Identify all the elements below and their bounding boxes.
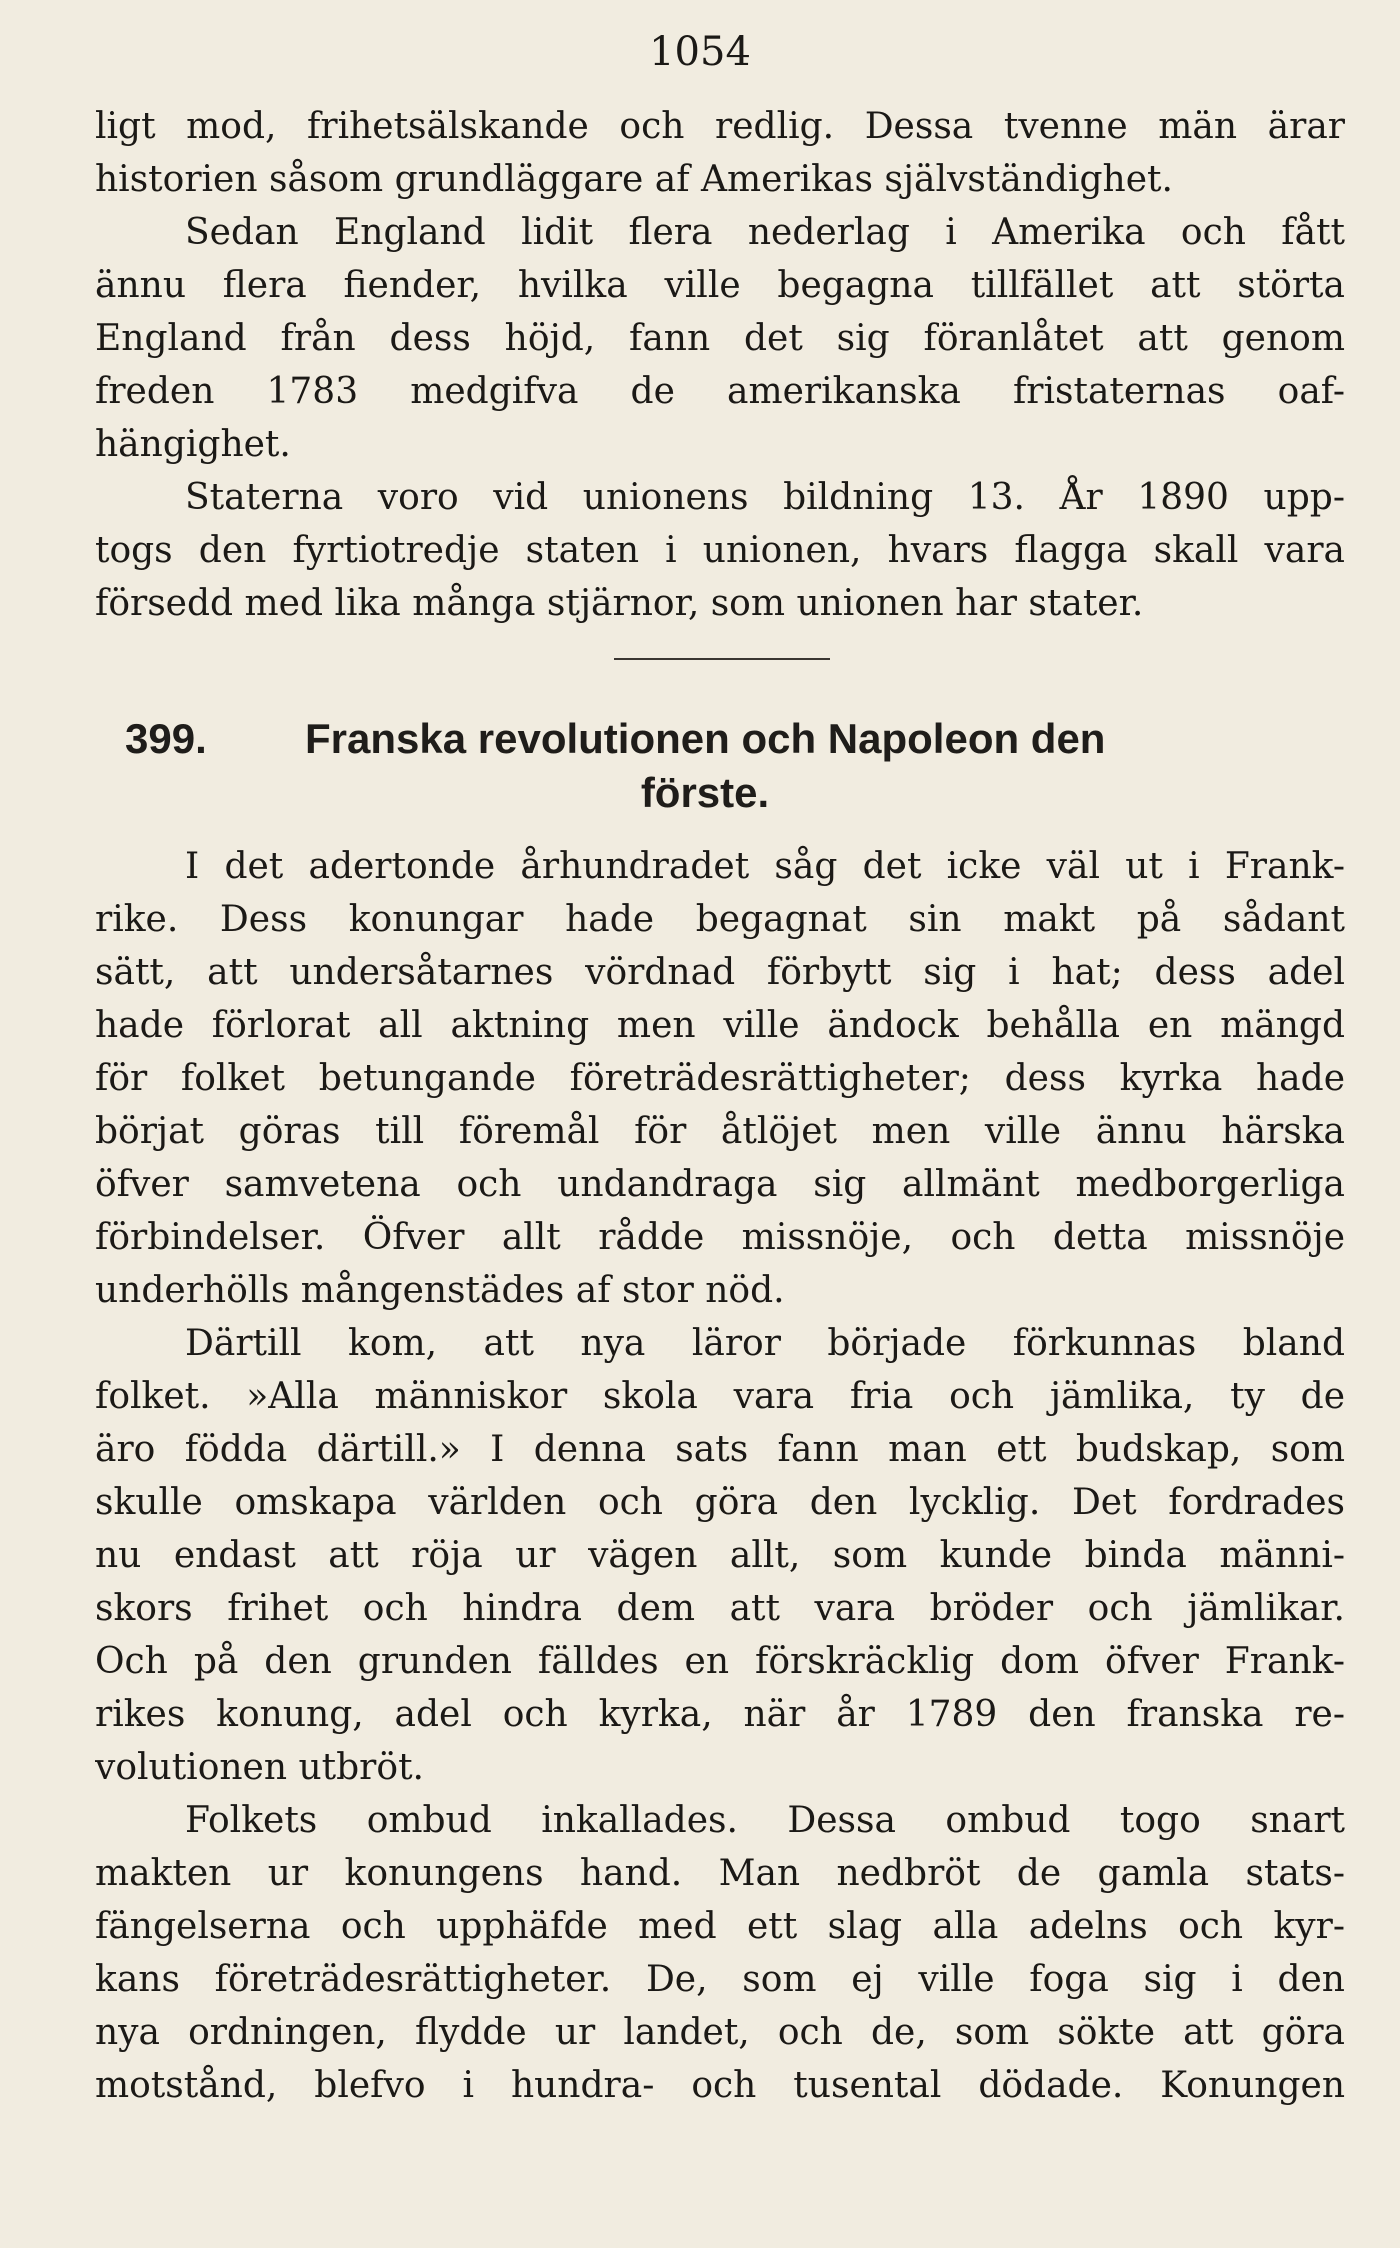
text-line: börjat göras till föremål för åtlöjet men ville ännu härska xyxy=(95,1111,1345,1152)
text-line: nu endast att röja ur vägen allt, som kunde binda männi- xyxy=(95,1535,1345,1576)
section-title-part2: förste. xyxy=(640,769,770,816)
section-number: 399. xyxy=(125,715,207,762)
page-number: 1054 xyxy=(649,29,751,75)
text-line: Staterna voro vid unionens bildning 13. År 1890 upp- xyxy=(185,477,1345,518)
text-line: motstånd, blefvo i hundra- och tusental dödade. Konungen xyxy=(95,2065,1345,2106)
text-line: äro födda därtill.» I denna sats fann man ett budskap, som xyxy=(95,1429,1345,1470)
section-title-part1: Franska revolutionen och Napoleon den xyxy=(305,715,1106,762)
text-line: försedd med lika många stjärnor, som unionen har stater. xyxy=(95,583,1144,624)
text-block-bottom xyxy=(95,840,1345,2112)
text-line: rike. Dess konungar hade begagnat sin makt på sådant xyxy=(95,899,1345,940)
text-line: Folkets ombud inkallades. Dessa ombud togo snart xyxy=(185,1800,1345,1841)
text-line: England från dess höjd, fann det sig föranlåtet att genom xyxy=(95,318,1345,359)
section-divider xyxy=(614,658,830,660)
text-line: kans företrädesrättigheter. De, som ej ville foga sig i den xyxy=(95,1959,1345,2000)
text-line: rikes konung, adel och kyrka, när år 1789 den franska re- xyxy=(95,1694,1345,1735)
text-line: sätt, att undersåtarnes vördnad förbytt sig i hat; dess adel xyxy=(95,952,1345,993)
text-line: ännu flera fiender, hvilka ville begagna tillfället att störta xyxy=(95,265,1345,306)
section-heading-line1 xyxy=(95,712,1345,766)
text-line: volutionen utbröt. xyxy=(95,1747,424,1788)
text-line: freden 1783 medgifva de amerikanska fristaternas oaf- xyxy=(95,371,1345,412)
text-line: för folket betungande företrädesrättigheter; dess kyrka hade xyxy=(95,1058,1345,1099)
text-line: fängelserna och upphäfde med ett slag alla adelns och kyr- xyxy=(95,1906,1345,1947)
text-line: I det adertonde århundradet såg det icke väl ut i Frank- xyxy=(185,846,1345,887)
text-line: hängighet. xyxy=(95,424,291,465)
text-line: historien såsom grundläggare af Amerikas självständighet. xyxy=(95,159,1173,200)
text-line: öfver samvetena och undandraga sig allmänt medborgerliga xyxy=(95,1164,1345,1205)
text-line: Och på den grunden fälldes en förskräcklig dom öfver Frank- xyxy=(95,1641,1345,1682)
text-line: folket. »Alla människor skola vara fria och jämlika, ty de xyxy=(95,1376,1345,1417)
text-line: skors frihet och hindra dem att vara bröder och jämlikar. xyxy=(95,1588,1345,1629)
text-line: togs den fyrtiotredje staten i unionen, hvars flagga skall vara xyxy=(95,530,1345,571)
text-line: förbindelser. Öfver allt rådde missnöje, och detta missnöje xyxy=(95,1217,1345,1258)
text-block-top xyxy=(95,100,1345,630)
text-line: makten ur konungens hand. Man nedbröt de gamla stats- xyxy=(95,1853,1345,1894)
section-heading xyxy=(95,712,1345,820)
text-line: skulle omskapa världen och göra den lycklig. Det fordrades xyxy=(95,1482,1345,1523)
text-line: Därtill kom, att nya läror började förkunnas bland xyxy=(185,1323,1345,1364)
text-line: hade förlorat all aktning men ville ändock behålla en mängd xyxy=(95,1005,1345,1046)
text-line: Sedan England lidit flera nederlag i Amerika och fått xyxy=(185,212,1345,253)
text-line: underhölls mångenstädes af stor nöd. xyxy=(95,1270,785,1311)
text-line: nya ordningen, flydde ur landet, och de, som sökte att göra xyxy=(95,2012,1345,2053)
text-line: ligt mod, frihetsälskande och redlig. Dessa tvenne män ärar xyxy=(95,106,1345,147)
